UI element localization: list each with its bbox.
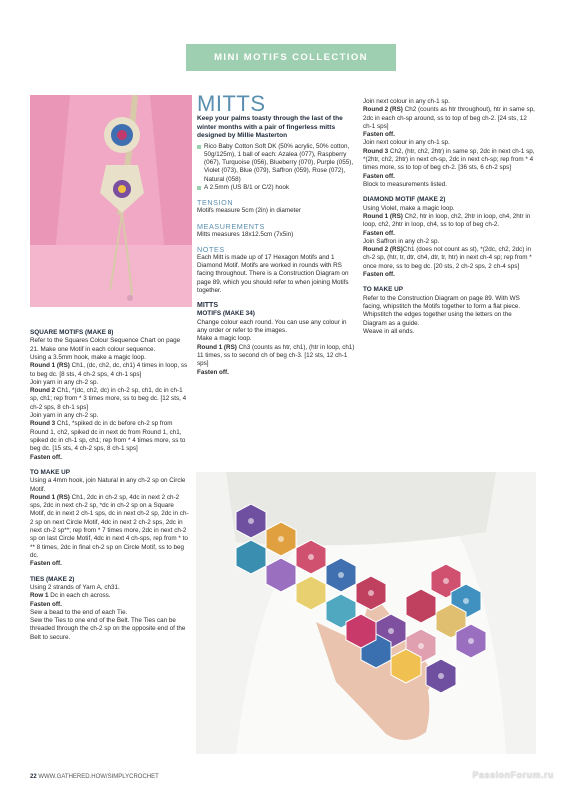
square-round-2 [30,387,190,412]
fasten-off: Fasten off. [363,271,395,279]
join-instruction: Join yarn in any ch-2 sp. [30,378,99,386]
square-motifs-intro: Refer to the Squares Colour Sequence Chart on page 21. Make one Motif in each colour sequence. [30,337,181,353]
page-footer [30,774,159,780]
round-text: Ch2 (counts as htr throughout), htr in same sp, 2dc in each ch-sp around, ss to top of beg ch-2. [24 sts, 12 ch-1 sps] [363,106,535,130]
diamond-round-2 [363,246,536,271]
round-label: Round 2 (RS) [363,106,403,114]
tension-heading: TENSION [197,198,234,208]
round-label: Round 1 (RS) [363,212,403,220]
make-up-step-1: Refer to the Construction Diagram on page 89. With WS facing, whipstitch the Motifs together to form a flat piece. [363,294,521,311]
tension-text: Motifs measure 5cm (2in) in diameter [197,207,301,215]
motifs-colour-note: Change colour each round. You can use any colour in any order or refer to the images. [197,318,347,335]
fasten-off: Fasten off. [30,453,62,461]
ties-sew: Sew the Ties to one end of the Belt. The Ties can be threaded through the ch-2 sp on the opposite end of the Belt to secure. [30,617,186,641]
pattern-intro: Keep your palms toasty through the last of the winter months with a pair of fingerless mitts designed by Millie Masterton [197,115,343,139]
diamond-motif-heading: DIAMOND MOTIF (MAKE 2) [363,196,446,204]
join-instruction: Join next colour in any ch-1 sp. [363,139,450,147]
round-text: Ch1, *spiked dc in dc before ch-2 sp from Round 1, ch2, spiked dc in next dc from Round 1, ch1, spiked dc in ch-1 sp, ch1; rep from * 4 times more, ss to beg dc. [15 sts, 4 ch-2 sps, 8 ch-1 sps] [30,420,186,453]
make-up-heading: TO MAKE UP [363,286,404,294]
round-text: Ch1, (dc, ch2, dc, ch1) 4 times in loop, ss to beg dc. [8 sts, 4 ch-2 sps, 4 ch-1 sps] [30,362,188,378]
column-middle [197,93,357,377]
column-left [30,329,190,642]
notes-text: Each Mitt is made up of 17 Hexagon Motifs and 1 Diamond Motif. Motifs are worked in rounds with RS facing throughout. There is a Construction Diagram on page 89, which you should refer to when joining Motifs together. [197,253,349,295]
ties-heading: TIES (MAKE 2) [30,575,75,583]
fasten-off: Fasten off. [30,560,62,568]
hook-instruction: Using a 3.5mm hook, make a magic loop. [30,354,146,361]
collection-banner [186,44,396,71]
fasten-off: Fasten off. [363,131,395,139]
page-title: MITTS [197,91,266,116]
row-text: Dc in each ch across. [48,592,111,600]
motif-round-3 [363,148,536,173]
round-label: Round 3 [363,147,389,155]
notes-heading: NOTES [197,244,225,254]
make-up-heading: TO MAKE UP [30,468,71,476]
make-up-step-2: Whipstitch the edges together using the letters on the Diagram as a guide. [363,311,512,327]
motifs-magic-loop: Make a magic loop. [197,335,252,343]
join-instruction: Join next colour in any ch-1 sp. [363,98,450,105]
square-round-1 [30,362,190,379]
mitts-heading: MITTS [197,302,218,310]
fasten-off: Fasten off. [30,600,62,608]
motifs-heading: MOTIFS (MAKE 34) [197,310,255,318]
fasten-off: Fasten off. [363,229,395,237]
belt-photo [30,95,192,307]
square-round-3 [30,420,190,453]
fasten-off: Fasten off. [363,172,395,180]
make-up-round-1 [30,494,190,560]
round-text: Ch3 (counts as htr, ch1), (htr in loop, ch1) 11 times, ss to second ch of beg ch-3. [12 sts, 12 ch-1 sps] [197,343,355,368]
square-motifs-heading: SQUARE MOTIFS (MAKE 8) [30,329,114,336]
round-text: Ch2, (htr, ch2, 2htr) in same sp, 2dc in next ch-1 sp, *(2htr, ch2, 2htr) in next ch-sp, 2dc in next ch-sp; rep from * 4 times more, ss to top of beg ch-2. [36 sts, 6 ch-2 sps] [363,147,535,172]
watermark: PassionForum.ru [472,770,554,780]
column-right [363,98,536,336]
ties-row-1 [30,592,190,600]
motif-round-1 [197,344,357,369]
diamond-round-1 [363,213,536,230]
measurements-text: Mitts measures 18x12.5cm (7x5in) [197,230,294,238]
motif-round-2 [363,106,536,131]
make-up-intro: Using a 4mm hook, join Natural in any ch-2 sp on Circle Motif. [30,477,186,493]
round-text: Ch1 (does not count as st), *(2dc, ch2, 2dc) in ch-2 sp, (htr, tr, dtr, ch4, dtr, tr, htr) in next ch-4 sp; rep from * once more, ss to beg dc. [20 sts, 2 ch-2 sps, 2 ch-4 sps] [363,246,532,270]
round-label: Round 2 (RS) [363,246,403,254]
round-label: Round 1 (RS) [197,343,237,351]
join-instruction: Join yarn in any ch-2 sp. [30,412,99,420]
block-instruction: Block to measurements listed. [363,180,447,188]
materials-yarn: Rico Baby Cotton Soft DK (50% acrylic, 50% cotton, 50g/125m), 1 ball of each: Azalea (077), Raspberry (067), Turquoise (056), Blueberry (070), Purple (055), Violet (073), Blue (079), Saffron (059), Rose (072), Natural (058) [197,143,357,184]
round-text: Ch1, 2dc in ch-2 sp, 4dc in next 2 ch-2 sps, 2dc in next ch-2 sp, *dc in ch-2 sp on a Square Motif, dc in next 2 ch-1 sps, dc in next ch-2 sp, 2dc in ch-2 sp on next Circle Motif, 4dc in next 2 ch-2 sps, 2dc in next ch-2 sp**; rep from * 7 times more, 2dc in next ch-2 sp on last Circle Motif, 4dc in next 4 ch-sps, rep from * to ** 8 times, 2dc in final ch-2 sp on Circle Motif, ss to beg dc. [30,493,189,559]
banner-text: MINI MOTIFS COLLECTION [214,52,368,63]
materials-hook: A 2.5mm (US B/1 or C/2) hook [197,184,357,192]
fasten-off: Fasten off. [197,368,229,376]
make-up-step-3: Weave in all ends. [363,327,415,335]
round-text: Ch2, htr in loop, ch2, 2htr in loop, ch4, 2htr in loop, ch2, 2htr in loop, ch4, ss to top of beg ch-2. [363,212,531,229]
round-label: Round 2 [30,387,56,395]
round-label: Round 1 (RS) [30,362,70,370]
row-label: Row 1 [30,592,49,600]
join-instruction: Join Saffron in any ch-2 sp. [363,237,440,245]
mitts-photo [196,472,536,754]
page-number: 22 [30,774,37,780]
ties-bead: Sew a bead to the end of each Tie. [30,608,128,616]
diamond-magic-loop: Using Violet, make a magic loop. [363,204,455,212]
footer-url: WWW.GATHERED.HOW/SIMPLYCROCHET [38,774,159,780]
round-text: Ch1, *(dc, ch2, dc) in ch-2 sp, ch1, dc in ch-1 sp, ch1; rep from * 3 times more, ss to beg dc. [12 sts, 4 ch-2 sps, 8 ch-1 sps] [30,387,187,411]
measurements-heading: MEASUREMENTS [197,221,265,231]
round-label: Round 3 [30,420,56,428]
ties-instruction: Using 2 strands of Yarn A, ch31. [30,583,120,591]
round-label: Round 1 (RS) [30,493,70,501]
